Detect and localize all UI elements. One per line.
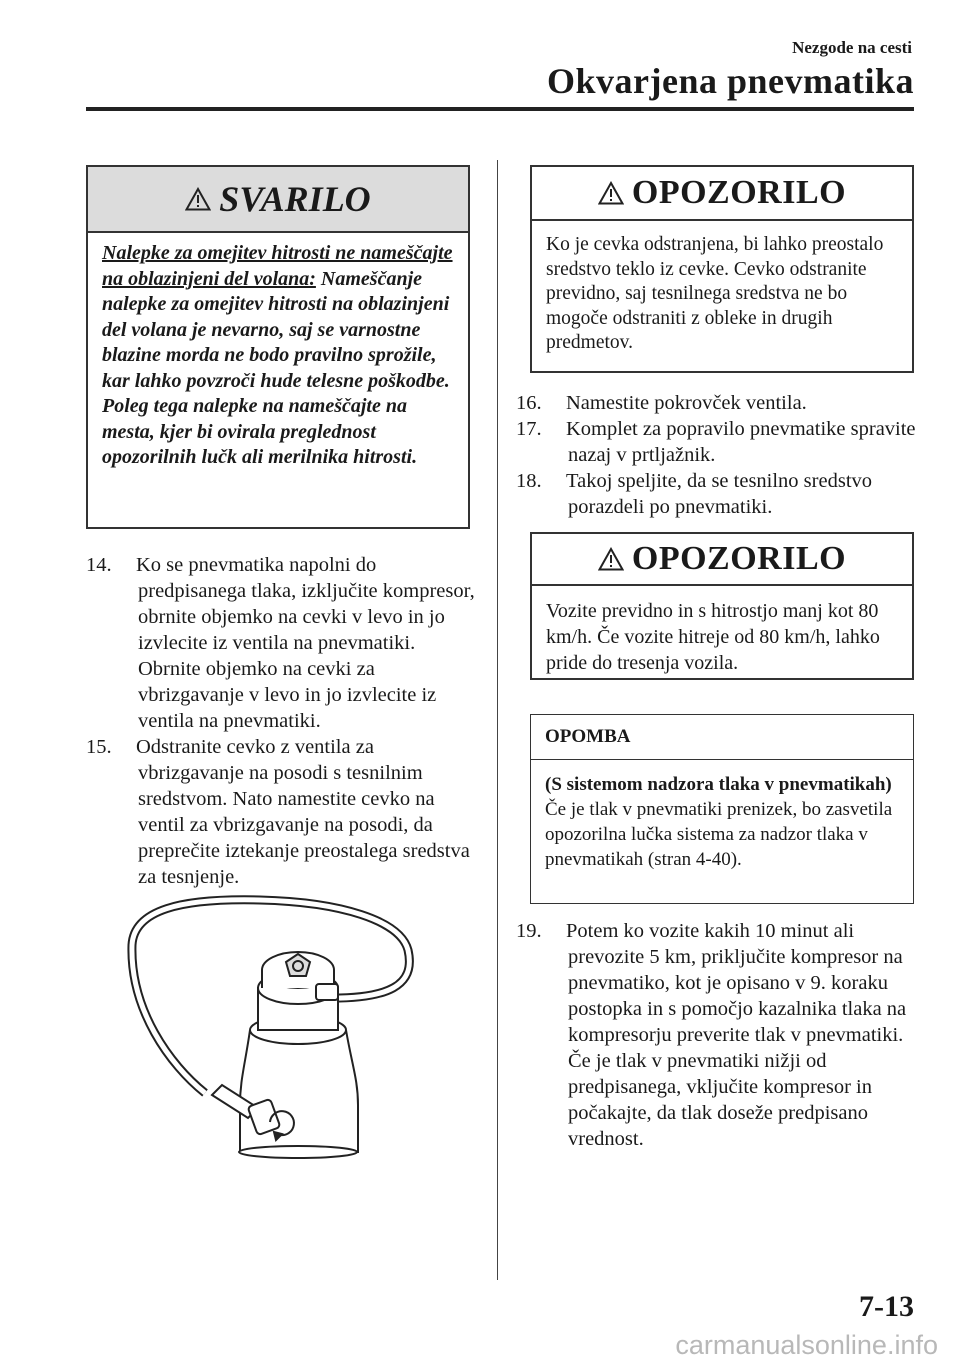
sealant-bottle-illustration [120, 890, 420, 1160]
step-19 [516, 918, 916, 1152]
step-text: Potem ko vozite kakih 10 minut ali prevozite 5 km, priključite kompresor na pnevmatiko, kot je opisano v 9. koraku postopka in s pomočjo kazalnika tlaka na kompresorju preverite tlak v pnevmatiki. Če je tlak v pnevmatiki nižji od predpisanega, vključite kompresor in počakajte, da tlak doseže predpisano vrednost. [566, 920, 907, 1150]
caution-title: OPOZORILO [631, 540, 847, 577]
step-16 [516, 390, 916, 416]
caution-header [532, 534, 912, 586]
warning-triangle-icon [598, 547, 624, 571]
watermark: carmanualsonline.info [675, 1330, 938, 1360]
note-title: OPOMBA [545, 726, 631, 747]
warning-header [88, 167, 468, 233]
step-17 [516, 416, 916, 468]
page-title: Okvarjena pnevmatika [546, 61, 914, 101]
header-rule [86, 107, 914, 111]
step-number: 17. [516, 418, 542, 440]
column-divider [497, 160, 498, 1280]
step-number: 14. [86, 554, 112, 576]
warning-underlined-text: Nalepke za omejitev hitrosti ne nameščajte na oblazinjeni del volana: [102, 242, 453, 290]
note-box [530, 714, 914, 904]
warning-body [88, 233, 468, 481]
warning-body-text: Nameščanje nalepke za omejitev hitrosti na oblazinjeni del volana je nevarno, saj se varnostne blazine morda ne bodo pravilno sprožile, kar lahko povzroči hude telesne poškodbe. Poleg tega nalepke na nameščajte na mesta, kjer bi ovirala preglednost opozorilnih lučk ali merilnika hitrosti. [102, 267, 450, 468]
note-body [531, 760, 913, 882]
step-number: 18. [516, 470, 542, 492]
caution-box-2 [530, 532, 914, 680]
step-text: Ko se pnevmatika napolni do predpisanega tlaka, izključite kompresor, obrnite objemko na cevki v levo in jo izvlecite iz ventila na pnevmatiki. Obrnite objemko na cevki za vbrizgavanje v levo in jo izvlecite iz ventila na pnevmatiki. [136, 554, 475, 732]
step-text: Namestite pokrovček ventila. [566, 392, 807, 414]
step-18 [516, 468, 916, 520]
note-text: Če je tlak v pnevmatiki prenizek, bo zasvetila opozorilna lučka sistema za nadzor tlaka v pnevmatikah (stran 4-40). [545, 799, 893, 870]
step-number: 16. [516, 392, 542, 414]
caution-body: Vozite previdno in s hitrostjo manj kot 80 km/h. Če vozite hitreje od 80 km/h, lahko pride do tresenja vozila. [546, 600, 880, 674]
warning-triangle-icon [185, 187, 211, 211]
step-text: Odstranite cevko z ventila za vbrizgavanje na posodi s tesnilnim sredstvom. Nato namestite cevko na ventil za vbrizgavanje na posodi, da preprečite iztekanje preostalega sredstva za tesnjenje. [136, 736, 470, 888]
caution-title: OPOZORILO [631, 174, 847, 211]
caution-header [532, 167, 912, 221]
step-text: Takoj speljite, da se tesnilno sredstvo porazdeli po pnevmatiki. [566, 470, 873, 518]
caution-box-1 [530, 165, 914, 373]
note-bold-text: (S sistemom nadzora tlaka v pnevmatikah) [545, 774, 892, 795]
warning-triangle-icon [598, 181, 624, 205]
step-15 [86, 734, 476, 890]
step-14 [86, 552, 476, 734]
caution-body: Ko je cevka odstranjena, bi lahko preostalo sredstvo teklo iz cevke. Cevko odstranite previdno, saj tesnilnega sredstva ne bo mogoče odstraniti z obleke in drugih predmetov. [546, 234, 884, 353]
step-number: 15. [86, 736, 112, 758]
note-header [531, 715, 913, 760]
warning-box-svarilo [86, 165, 470, 529]
page-number: 7-13 [859, 1290, 914, 1323]
warning-title: SVARILO [219, 179, 371, 219]
header-section: Nezgode na cesti [792, 38, 912, 57]
step-number: 19. [516, 920, 542, 942]
step-text: Komplet za popravilo pnevmatike spravite nazaj v prtljažnik. [566, 418, 916, 466]
